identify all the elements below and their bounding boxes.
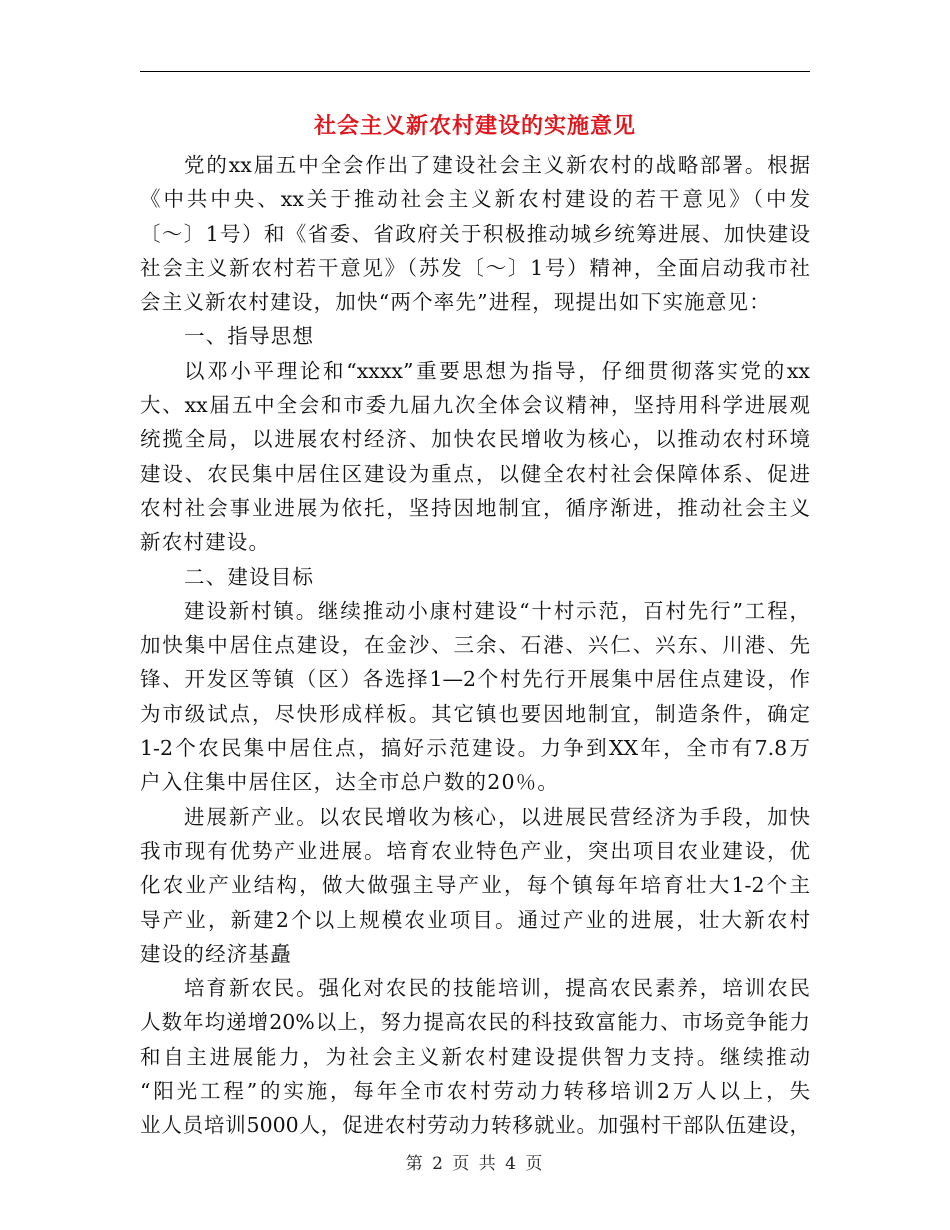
page-number-footer: 第 2 页 共 4 页	[405, 1154, 545, 1174]
section-heading: 二、建设目标	[184, 564, 315, 589]
body-line: 农村社会事业进展为依托，坚持因地制宜，循序渐进，推动社会主义	[140, 495, 810, 520]
body-line: 和自主进展能力，为社会主义新农村建设提供智力支持。继续推动	[140, 1044, 810, 1069]
body-line: 进展新产业。以农民增收为核心，以进展民营经济为手段，加快	[184, 804, 810, 829]
body-line: 户入住集中居住区，达全市总户数的20％。	[140, 770, 560, 795]
body-line: 我市现有优势产业进展。培育农业特色产业，突出项目农业建设，优	[140, 838, 810, 863]
body-line: 业人员培训5000人，促进农村劳动力转移就业。加强村干部队伍建设，	[140, 1113, 810, 1138]
body-line: 人数年均递增20%以上，努力提高农民的科技致富能力、市场竞争能力	[140, 1010, 810, 1035]
body-line: 化农业产业结构，做大做强主导产业，每个镇每年培育壮大1-2个主	[140, 873, 810, 898]
body-line: 大、xx届五中全会和市委九届九次全体会议精神，坚持用科学进展观	[140, 393, 810, 418]
document-title: 社会主义新农村建设的实施意见	[313, 113, 636, 139]
body-line: 党的xx届五中全会作出了建设社会主义新农村的战略部署。根据	[184, 153, 810, 177]
body-line: 统揽全局，以进展农村经济、加快农民增收为核心，以推动农村环境	[140, 427, 810, 452]
header-rule	[140, 71, 810, 72]
body-line: 导产业，新建2个以上规模农业项目。通过产业的进展，壮大新农村	[140, 907, 810, 932]
document-body	[140, 148, 810, 1143]
body-line: 新农村建设。	[140, 530, 271, 555]
body-line: 建设新村镇。继续推动小康村建设“十村示范，百村先行”工程，	[184, 598, 810, 623]
body-line: 为市级试点，尽快形成样板。其它镇也要因地制宜，制造条件，确定	[140, 701, 810, 726]
body-line: 以邓小平理论和“xxxx”重要思想为指导，仔细贯彻落实党的xx	[184, 358, 810, 383]
body-line: 建设、农民集中居住区建设为重点，以健全农村社会保障体系、促进	[140, 461, 810, 486]
body-line: 〔～〕1号）和《省委、省政府关于积极推动城乡统筹进展、加快建设	[140, 221, 810, 246]
body-line: “阳光工程”的实施，每年全市农村劳动力转移培训2万人以上，失	[140, 1079, 810, 1104]
section-heading: 一、指导思想	[184, 324, 315, 349]
body-line: 建设的经济基矗	[140, 941, 292, 966]
body-line: 加快集中居住点建设，在金沙、三余、石港、兴仁、兴东、川港、先	[140, 633, 810, 658]
body-line: 锋、开发区等镇（区）各选择1—2个村先行开展集中居住点建设，作	[140, 667, 810, 692]
body-line: 社会主义新农村若干意见》（苏发〔～〕1号）精神，全面启动我市社	[140, 255, 810, 280]
body-line: 1-2个农民集中居住点，搞好示范建设。力争到XX年，全市有7.8万	[140, 736, 810, 761]
body-line: 《中共中央、xx关于推动社会主义新农村建设的若干意见》（中发	[140, 187, 810, 212]
body-line: 培育新农民。强化对农民的技能培训，提高农民素养，培训农民	[184, 976, 810, 1001]
body-line: 会主义新农村建设，加快“两个率先”进程，现提出如下实施意见：	[140, 290, 771, 315]
